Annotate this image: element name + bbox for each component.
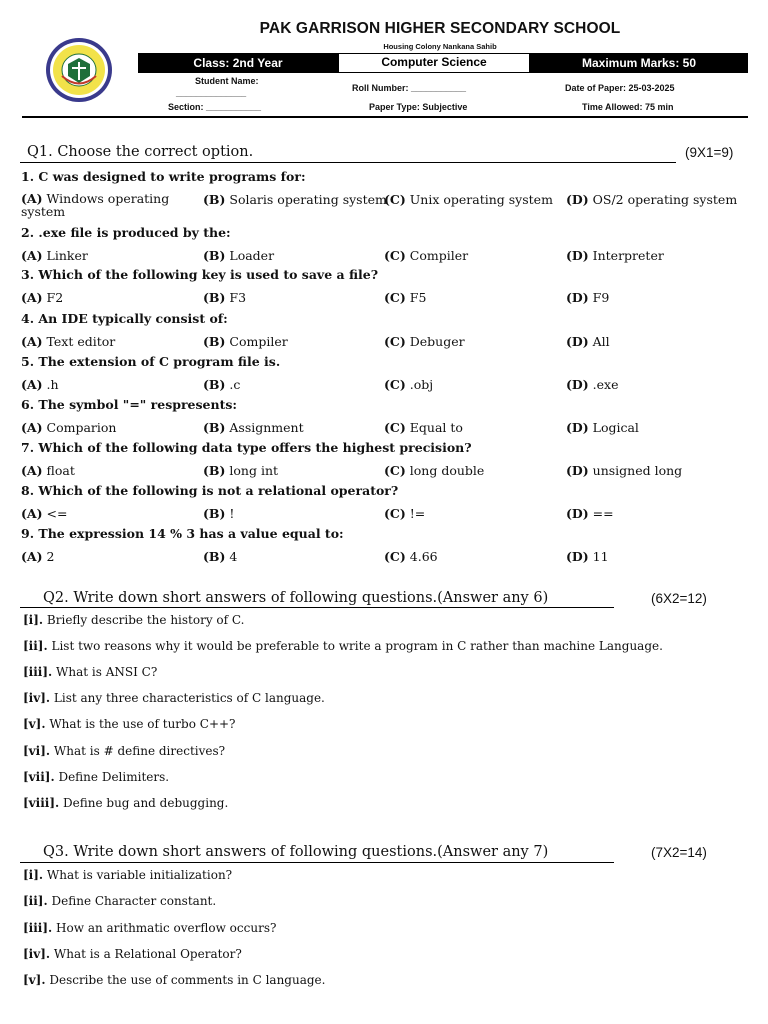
question-text: List two reasons why it would be preferable to write a program in C rather than machine Language.	[51, 639, 663, 654]
mcq-option	[203, 549, 237, 564]
option-text: unsigned long	[592, 463, 683, 478]
question-text: What is variable initialization?	[46, 868, 233, 882]
mcq-option	[203, 377, 240, 392]
mcq-option	[21, 506, 67, 521]
option-letter: (D)	[566, 334, 589, 349]
mcq-question: 6. The symbol "=" respresents:	[21, 397, 238, 412]
q1-marks: (9X1=9)	[685, 145, 734, 160]
student-name-label: Student Name:	[195, 76, 259, 86]
short-question	[23, 744, 225, 758]
option-letter: (A)	[21, 248, 43, 263]
option-letter: (D)	[566, 463, 589, 478]
short-question	[23, 717, 236, 731]
mcq-option	[566, 290, 609, 305]
question-number: [vi].	[23, 743, 51, 758]
mcq-option	[203, 506, 234, 521]
time-allowed-label: Time Allowed: 75 min	[582, 102, 674, 112]
short-question	[23, 770, 169, 784]
question-number: [iv].	[23, 691, 51, 706]
mcq-option	[384, 248, 468, 263]
subject-label: Computer Science	[338, 53, 530, 73]
mcq-question: 2. .exe file is produced by the:	[21, 225, 231, 240]
mcq-option	[21, 192, 181, 218]
option-text: Loader	[229, 248, 275, 263]
option-text: .c	[229, 377, 241, 392]
option-text: !=	[409, 506, 426, 521]
question-text: Briefly describe the history of C.	[46, 613, 245, 627]
option-letter: (D)	[566, 290, 589, 305]
question-text: How an arithmatic overflow occurs?	[56, 920, 277, 935]
mcq-option	[566, 192, 737, 207]
question-text: What is # define directives?	[53, 743, 226, 758]
option-text: !	[229, 506, 235, 521]
mcq-option	[21, 420, 116, 435]
option-letter: (A)	[21, 377, 43, 392]
option-letter: (B)	[203, 377, 226, 392]
option-letter: (A)	[21, 334, 43, 349]
option-text: <=	[46, 506, 68, 521]
mcq-option	[566, 377, 618, 392]
q1-heading-underline	[20, 162, 676, 163]
mcq-option	[384, 420, 463, 435]
mcq-option	[566, 463, 682, 478]
roll-number-label: Roll Number: ___________	[352, 83, 467, 93]
mcq-option	[566, 549, 609, 564]
option-letter: (B)	[203, 192, 226, 207]
option-letter: (C)	[384, 463, 406, 478]
mcq-option	[203, 463, 278, 478]
short-question	[23, 613, 244, 627]
mcq-option	[566, 248, 664, 263]
question-text: Define Character constant.	[51, 894, 217, 909]
q3-heading: Q3. Write down short answers of following questions.(Answer any 7)	[43, 844, 549, 860]
option-letter: (A)	[21, 191, 43, 206]
short-question	[23, 868, 232, 882]
option-letter: (A)	[21, 506, 43, 521]
option-letter: (C)	[384, 290, 406, 305]
option-text: Text editor	[46, 334, 116, 349]
option-letter: (D)	[566, 248, 589, 263]
option-letter: (B)	[203, 290, 226, 305]
school-location: Housing Colony Nankana Sahib	[383, 42, 497, 51]
option-text: F3	[229, 290, 247, 305]
option-text: 4	[229, 549, 238, 564]
class-label: Class: 2nd Year	[138, 53, 338, 73]
mcq-option	[21, 248, 88, 263]
question-text: What is a Relational Operator?	[53, 946, 242, 961]
option-text: OS/2 operating system	[592, 192, 738, 207]
mcq-option	[203, 290, 246, 305]
option-letter: (C)	[384, 506, 406, 521]
question-number: [iv].	[23, 946, 51, 961]
mcq-option	[566, 506, 614, 521]
short-question	[23, 796, 228, 810]
date-of-paper-label: Date of Paper: 25-03-2025	[565, 83, 675, 93]
option-letter: (B)	[203, 549, 226, 564]
option-text: long double	[409, 463, 485, 478]
mcq-option	[384, 506, 425, 521]
option-letter: (D)	[566, 506, 589, 521]
option-letter: (B)	[203, 463, 226, 478]
option-text: float	[46, 463, 75, 478]
school-name: PAK GARRISON HIGHER SECONDARY SCHOOL	[259, 20, 621, 37]
option-text: Unix operating system	[409, 192, 553, 207]
question-number: [ii].	[23, 639, 48, 654]
option-letter: (C)	[384, 248, 406, 263]
short-question	[23, 665, 157, 679]
mcq-option	[566, 334, 610, 349]
option-text: long int	[229, 463, 279, 478]
question-number: [vii].	[23, 769, 55, 784]
short-question	[23, 947, 242, 961]
option-text: Logical	[592, 420, 639, 435]
mcq-option	[21, 377, 59, 392]
mcq-option	[21, 334, 115, 349]
mcq-option	[21, 463, 75, 478]
max-marks-label: Maximum Marks: 50	[530, 53, 748, 73]
option-text: F2	[46, 290, 64, 305]
option-text: Windows operating system	[21, 191, 170, 219]
mcq-question: 8. Which of the following is not a relational operator?	[21, 483, 399, 498]
header-divider	[22, 116, 748, 118]
option-text: 11	[592, 549, 609, 564]
option-letter: (B)	[203, 248, 226, 263]
option-text: ==	[592, 506, 614, 521]
option-text: F5	[409, 290, 427, 305]
short-question	[23, 691, 325, 705]
short-question	[23, 894, 216, 908]
mcq-option	[203, 334, 288, 349]
option-text: .exe	[592, 377, 619, 392]
option-letter: (D)	[566, 192, 589, 207]
option-text: Debuger	[409, 334, 465, 349]
option-letter: (C)	[384, 192, 406, 207]
option-letter: (B)	[203, 420, 226, 435]
mcq-option	[384, 290, 426, 305]
option-text: Compiler	[409, 248, 469, 263]
option-letter: (A)	[21, 420, 43, 435]
option-text: Assignment	[229, 420, 304, 435]
mcq-option	[566, 420, 639, 435]
q2-heading-underline	[20, 607, 614, 608]
mcq-option	[384, 463, 484, 478]
mcq-option	[203, 192, 387, 207]
mcq-question: 4. An IDE typically consist of:	[21, 311, 228, 326]
mcq-option	[384, 192, 553, 207]
mcq-option	[203, 248, 274, 263]
short-question	[23, 921, 276, 935]
option-text: Linker	[46, 248, 88, 263]
option-text: All	[592, 334, 610, 349]
q1-heading: Q1. Choose the correct option.	[27, 144, 254, 160]
option-text: 2	[46, 549, 55, 564]
option-letter: (A)	[21, 463, 43, 478]
question-text: What is the use of turbo C++?	[49, 717, 236, 732]
option-letter: (C)	[384, 420, 406, 435]
option-letter: (C)	[384, 334, 406, 349]
option-letter: (B)	[203, 506, 226, 521]
q2-marks: (6X2=12)	[651, 591, 707, 606]
mcq-question: 7. Which of the following data type offers the highest precision?	[21, 440, 472, 455]
question-number: [i].	[23, 613, 44, 627]
short-question	[23, 973, 325, 987]
option-text: 4.66	[409, 549, 438, 564]
question-text: List any three characteristics of C language.	[53, 691, 325, 706]
option-text: Comparion	[46, 420, 117, 435]
option-letter: (C)	[384, 549, 406, 564]
question-text: Describe the use of comments in C language.	[49, 973, 326, 988]
mcq-option	[384, 377, 433, 392]
option-letter: (B)	[203, 334, 226, 349]
question-number: [iii].	[23, 665, 53, 680]
mcq-option	[21, 549, 54, 564]
option-text: Solaris operating system	[229, 192, 387, 207]
question-text: What is ANSI C?	[56, 665, 158, 680]
mcq-option	[384, 549, 438, 564]
option-text: Interpreter	[592, 248, 664, 263]
question-number: [ii].	[23, 894, 48, 909]
question-text: Define bug and debugging.	[63, 795, 229, 810]
mcq-question: 3. Which of the following key is used to save a file?	[21, 267, 379, 282]
mcq-question: 5. The extension of C program file is.	[21, 354, 281, 369]
option-text: .obj	[409, 377, 434, 392]
mcq-question: 1. C was designed to write programs for:	[21, 169, 306, 184]
option-text: Compiler	[229, 334, 288, 349]
question-number: [v].	[23, 717, 46, 732]
paper-type-label: Paper Type: Subjective	[369, 102, 468, 112]
mcq-question: 9. The expression 14 % 3 has a value equal to:	[21, 526, 344, 541]
q2-heading: Q2. Write down short answers of following questions.(Answer any 6)	[43, 590, 549, 606]
option-text: .h	[46, 377, 59, 392]
option-text: F9	[592, 290, 610, 305]
option-text: Equal to	[409, 420, 463, 435]
question-text: Define Delimiters.	[58, 769, 170, 784]
mcq-option	[384, 334, 465, 349]
mcq-option	[203, 420, 304, 435]
question-number: [viii].	[23, 795, 60, 810]
school-logo	[44, 36, 114, 104]
question-number: [v].	[23, 973, 46, 988]
q3-heading-underline	[20, 862, 614, 863]
option-letter: (D)	[566, 420, 589, 435]
option-letter: (D)	[566, 549, 589, 564]
option-letter: (C)	[384, 377, 406, 392]
option-letter: (A)	[21, 549, 43, 564]
short-question	[23, 639, 663, 653]
option-letter: (D)	[566, 377, 589, 392]
question-number: [i].	[23, 868, 44, 882]
q3-marks: (7X2=14)	[651, 845, 707, 860]
student-name-blank: ______________	[176, 88, 247, 98]
question-number: [iii].	[23, 920, 53, 935]
mcq-option	[21, 290, 63, 305]
section-label: Section: ___________	[168, 102, 262, 112]
option-letter: (A)	[21, 290, 43, 305]
